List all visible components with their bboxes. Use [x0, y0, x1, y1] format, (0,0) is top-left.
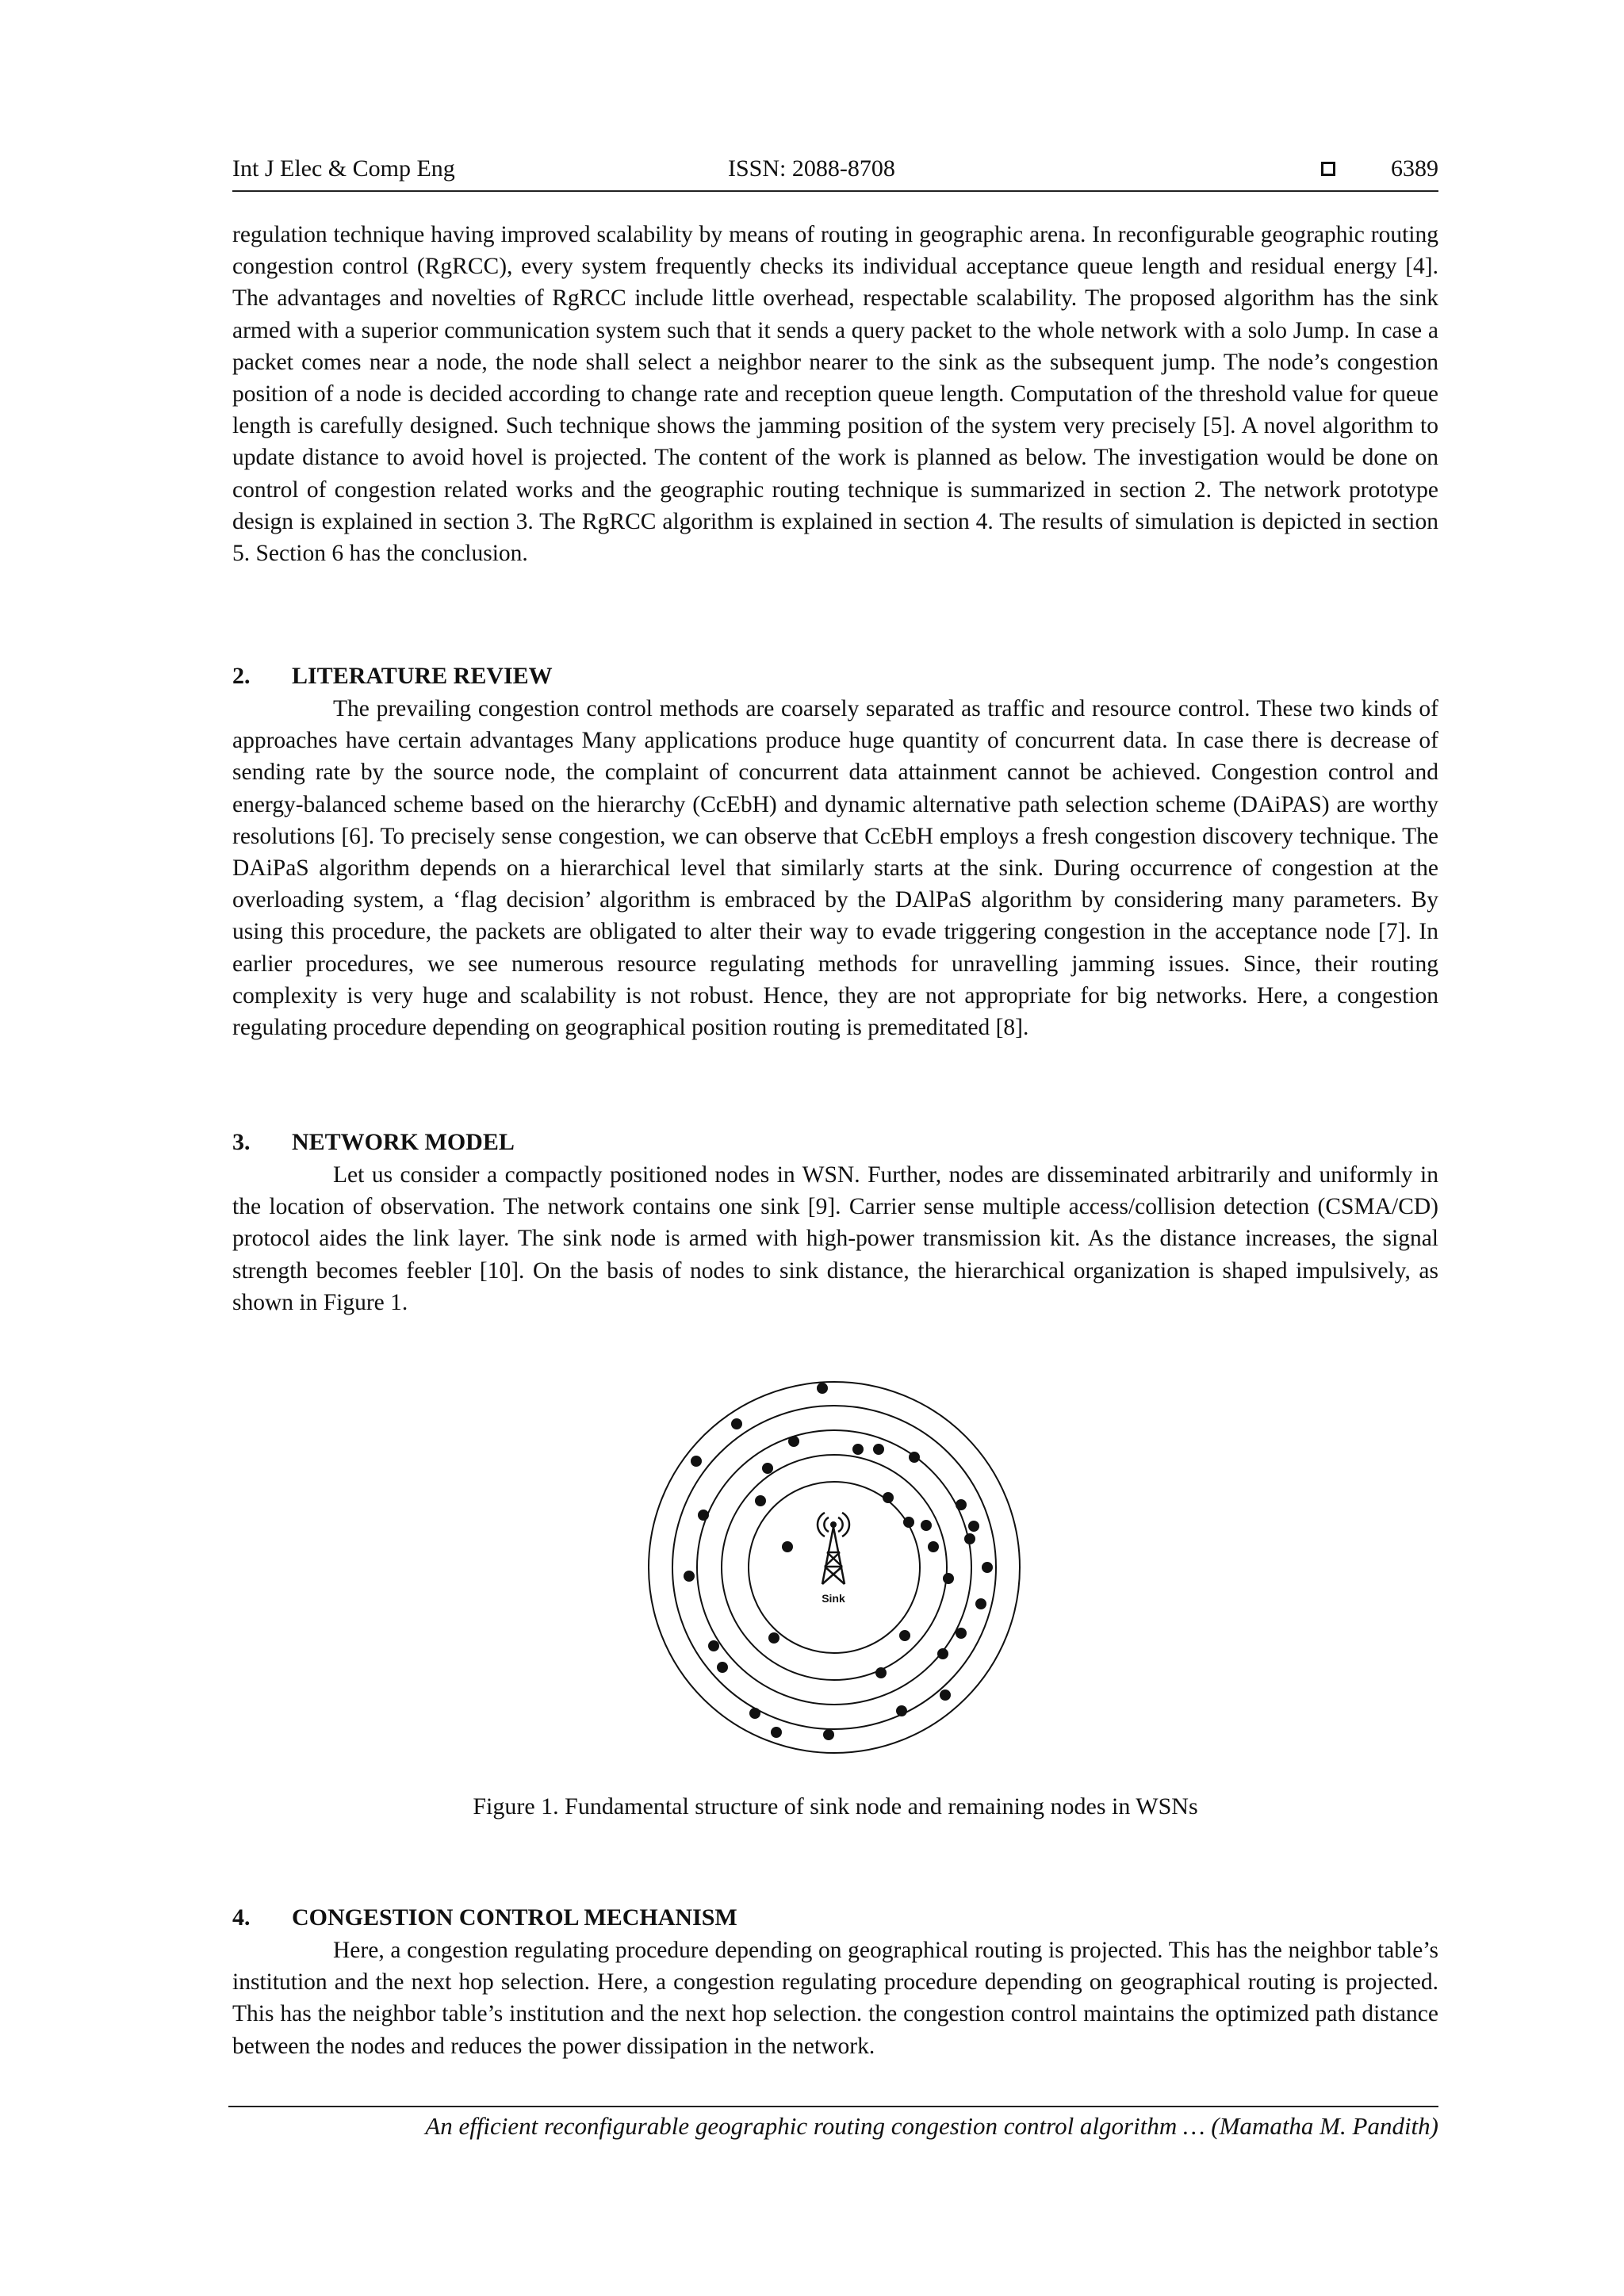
sensor-node — [873, 1444, 884, 1455]
section-title: NETWORK MODEL — [292, 1129, 515, 1155]
sensor-node — [921, 1520, 932, 1531]
section-number: 2. — [232, 663, 251, 689]
sensor-node — [937, 1648, 948, 1659]
sensor-node — [731, 1418, 742, 1429]
sensor-node — [909, 1452, 920, 1463]
page-number: 6389 — [1391, 155, 1438, 182]
network-figure — [646, 1380, 1023, 1756]
figure-caption: Figure 1. Fundamental structure of sink node and remaining nodes in WSNs — [473, 1793, 1198, 1820]
sensor-node — [875, 1667, 887, 1678]
sensor-node — [928, 1541, 939, 1552]
section-number: 4. — [232, 1904, 251, 1931]
issn: ISSN: 2088-8708 — [728, 155, 895, 182]
sensor-node — [852, 1444, 864, 1455]
section-title: CONGESTION CONTROL MECHANISM — [292, 1904, 737, 1931]
sensor-node — [896, 1705, 907, 1716]
page-header — [232, 155, 1438, 192]
radio-tower-icon — [818, 1513, 849, 1584]
sensor-node — [717, 1662, 728, 1673]
sensor-node — [975, 1598, 986, 1609]
sensor-node — [768, 1632, 779, 1644]
sensor-node — [982, 1562, 993, 1573]
network-model-paragraph: Let us consider a compactly positioned nodes in WSN. Further, nodes are disseminated arbitrarily and uniformly in the location of observation. The network contains one sink [9]. Carrier sense multiple access/collision detection (CSMA/CD) protocol aides the link layer. The sink node is armed with high-power transmission kit. As the distance increases, the signal strength becomes feebler [10]. On the basis of nodes to sink distance, the hierarchical organization is shaped impulsively, as shown in Figure 1. — [232, 1162, 1438, 1315]
section-title: LITERATURE REVIEW — [292, 663, 553, 689]
footer-rule — [228, 2106, 1438, 2107]
sensor-node — [943, 1573, 954, 1584]
sensor-node — [691, 1456, 702, 1467]
sensor-node — [956, 1628, 967, 1639]
congestion-control-paragraph: Here, a congestion regulating procedure depending on geographical routing is projected. This has the neighbor table’s institution and the next hop selection. Here, a congestion regulating procedure depending on geographical routing is projected. This has the neighbor table’s institution and the next hop selection. the congestion control maintains the optimized path distance between the nodes and reduces the power dissipation in the network. — [232, 1938, 1438, 2059]
journal-name: Int J Elec & Comp Eng — [232, 155, 455, 182]
sensor-node — [956, 1499, 967, 1510]
sensor-node — [782, 1541, 793, 1552]
running-footer: An efficient reconfigurable geographic routing congestion control algorithm … (Mamatha M. Pandith) — [425, 2112, 1438, 2140]
sensor-node — [708, 1640, 719, 1651]
sink-label: Sink — [822, 1592, 845, 1605]
sensor-node — [698, 1510, 709, 1521]
section-heading-literature-review — [232, 663, 553, 690]
sensor-node — [903, 1517, 914, 1528]
section-number: 3. — [232, 1129, 251, 1155]
sensor-node — [964, 1533, 975, 1544]
sensor-node — [968, 1521, 979, 1532]
sensor-node — [817, 1383, 828, 1394]
sensor-node — [762, 1463, 773, 1474]
section-heading-congestion-control — [232, 1904, 737, 1931]
sensor-node — [771, 1727, 782, 1738]
sensor-node — [940, 1689, 951, 1701]
sensor-node — [823, 1729, 834, 1740]
section-heading-network-model — [232, 1129, 515, 1156]
square-outline-icon — [1321, 162, 1335, 176]
intro-paragraph: regulation technique having improved scalability by means of routing in geographic arena. In reconfigurable geographic routing congestion control (RgRCC), every system frequently checks its individual acceptance queue length and residual energy [4]. The advantages and novelties of RgRCC include little overhead, respectable scalability. The proposed algorithm has the sink armed with a superior communication system such that it sends a query packet to the whole network with a solo Jump. In case a packet comes near a node, the node shall select a neighbor nearer to the sink as the subsequent jump. The node’s congestion position of a node is decided according to change rate and reception queue length. Computation of the threshold value for queue length is carefully designed. Such technique shows the jamming position of the system very precisely [5]. A novel algorithm to update distance to avoid hovel is projected. The content of the work is planned as below. The investigation would be done on control of congestion related works and the geographic routing technique is summarized in section 2. The network prototype design is explained in section 3. The RgRCC algorithm is explained in section 4. The results of simulation is depicted in section 5. Section 6 has the conclusion. — [232, 222, 1438, 567]
sensor-node — [788, 1436, 799, 1447]
literature-review-paragraph: The prevailing congestion control methods are coarsely separated as traffic and resource control. These two kinds of approaches have certain advantages Many applications produce huge quantity of concurrent data. In case there is decrease of sending rate by the source node, the complaint of concurrent data attainment cannot be achieved. Congestion control and energy-balanced scheme based on the hierarchy (CcEbH) and dynamic alternative path selection scheme (DAiPAS) are worthy resolutions [6]. To precisely sense congestion, we can observe that CcEbH employs a fresh congestion discovery technique. The DAiPaS algorithm depends on a hierarchical level that similarly starts at the sink. During occurrence of congestion at the overloading system, a ‘flag decision’ algorithm is embraced by the DAlPaS algorithm by considering many parameters. By using this procedure, the packets are obligated to alter their way to evade triggering congestion in the acceptance node [7]. In earlier procedures, we see numerous resource regulating methods for unravelling jamming issues. Since, their routing complexity is very huge and scalability is not robust. Hence, they are not appropriate for big networks. Here, a congestion regulating procedure depending on geographical position routing is premeditated [8]. — [232, 696, 1438, 1041]
sensor-node — [755, 1495, 766, 1506]
sensor-node — [883, 1492, 894, 1503]
sensor-node — [749, 1708, 760, 1719]
sensor-node — [899, 1630, 910, 1641]
sensor-node — [684, 1571, 695, 1582]
